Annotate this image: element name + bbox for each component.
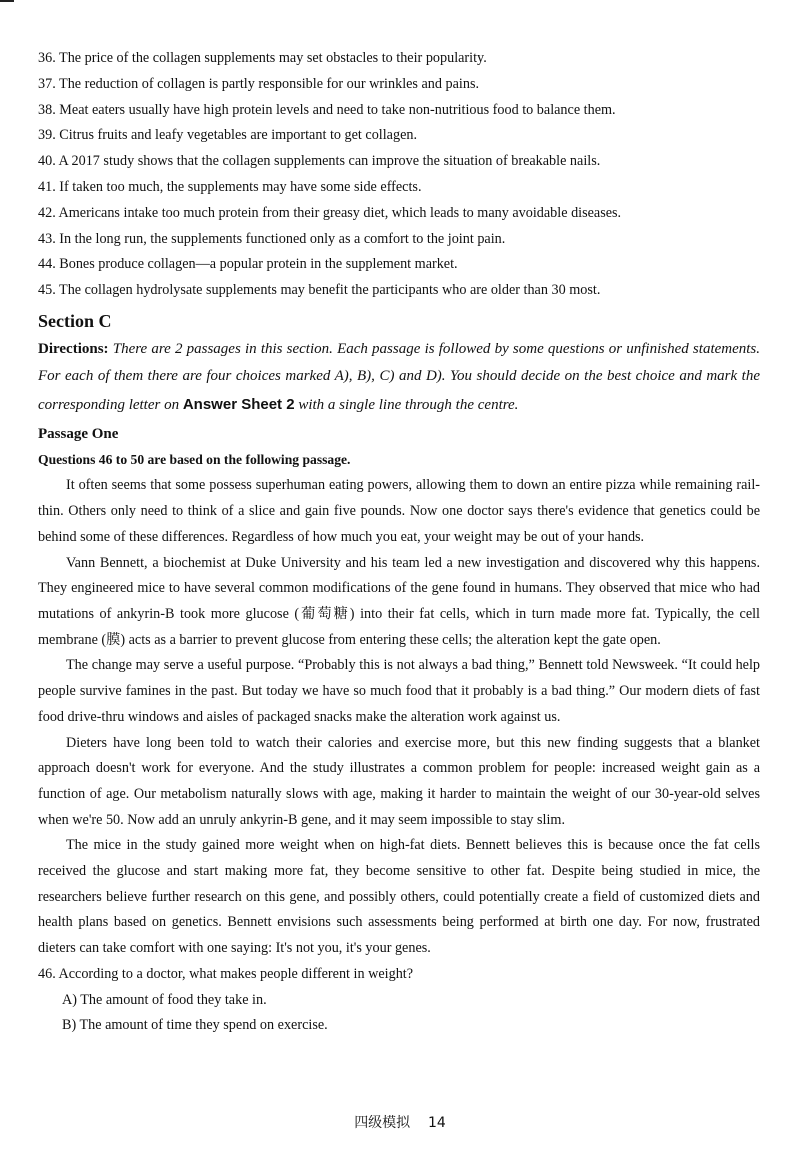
statement-44 bbox=[38, 252, 760, 278]
statement-43 bbox=[38, 227, 760, 253]
statement-text: Meat eaters usually have high protein levels and need to take non-nutritious food to balance them. bbox=[59, 101, 616, 118]
statement-text: Bones produce collagen—a popular protein in the supplement market. bbox=[59, 256, 458, 273]
answer-sheet-label: Answer Sheet 2 bbox=[182, 395, 295, 413]
statement-text: In the long run, the supplements functioned only as a comfort to the joint pain. bbox=[59, 230, 506, 247]
corner-mark bbox=[0, 0, 14, 2]
statement-45 bbox=[38, 278, 760, 304]
statement-text: Americans intake too much protein from their greasy diet, which leads to many avoidable diseases. bbox=[58, 204, 622, 221]
statement-42 bbox=[38, 201, 760, 227]
directions-text-end: with a single line through the centre. bbox=[294, 396, 519, 413]
statement-list bbox=[38, 46, 760, 304]
statement-number: 40. bbox=[38, 153, 56, 170]
page-footer: 四级模拟 14 bbox=[354, 1115, 446, 1131]
document-page bbox=[38, 46, 760, 1039]
passage-paragraph: The change may serve a useful purpose. “Probably this is not always a bad thing,” Bennett told Newsweek. “It could help people survive famines in the past. But today we have so much food that it probably is a bad thing.” Our modern diets of fast food drive-thru windows and aisles of packaged snacks make the alteration work against us. bbox=[38, 657, 760, 725]
statement-number: 44. bbox=[38, 256, 56, 273]
passage-paragraph: Dieters have long been told to watch their calories and exercise more, but this new finding suggests that a blanket approach doesn't work for everyone. And the study illustrates a common problem for people: increased weight gain as a function of age. Our metabolism naturally slows with age, making it harder to maintain the weight of our 30-year-old selves when we're 50. Now add an unruly ankyrin-B gene, and it may seem impossible to stay slim. bbox=[38, 734, 760, 828]
passage-one-title: Passage One bbox=[38, 426, 119, 443]
statement-number: 36. bbox=[38, 50, 56, 66]
directions-text: There are 2 passages in this section. Each passage is followed by some questions or unfinished statements. For each of them there are four choices marked A), B), C) and D). You should decide on the best choice and mark the corresponding letter on bbox=[38, 340, 761, 413]
statement-text: Citrus fruits and leafy vegetables are important to get collagen. bbox=[59, 127, 418, 144]
passage-paragraph: It often seems that some possess superhuman eating powers, allowing them to down an entire pizza while remaining rail-thin. Others only need to think of a slice and gain five pounds. Now one doctor says there's evidence that genetics could be behind some of these differences. Regardless of how much you eat, your weight may be out of your hands. bbox=[38, 477, 760, 545]
option-a: A) The amount of food they take in. bbox=[62, 991, 267, 1008]
question-46: 46. According to a doctor, what makes people different in weight? bbox=[38, 965, 414, 982]
statement-39 bbox=[38, 123, 760, 149]
statement-number: 43. bbox=[38, 230, 56, 247]
section-c-title: Section C bbox=[38, 310, 112, 331]
statement-number: 39. bbox=[38, 127, 56, 144]
passage-paragraph: Vann Bennett, a biochemist at Duke University and his team led a new investigation and discovered why this happens. They engineered mice to have several common modifications of the gene found in humans. They observed that mice who had mutations of ankyrin-B took more glucose (葡萄糖) into their fat cells, which in turn made more fat. Typically, the cell membrane (膜) acts as a barrier to prevent glucose from entering these cells; the alteration kept the gate open. bbox=[38, 554, 760, 648]
statement-number: 42. bbox=[38, 204, 56, 221]
statement-36 bbox=[38, 46, 760, 72]
passage-paragraph: The mice in the study gained more weight when on high-fat diets. Bennett believes this is because once the fat cells received the glucose and start making more fat, they become sensitive to other fat. Despite being studied in mice, the researchers believe further research on this gene, and possibly others, could potentially create a field of customized diets and health plans based on genetics. Bennett envisions such assessments being performed at birth one day. For now, frustrated dieters can take comfort with one saying: It's not you, it's your genes. bbox=[38, 837, 760, 957]
statement-text: The reduction of collagen is partly responsible for our wrinkles and pains. bbox=[59, 75, 480, 92]
statement-37 bbox=[38, 72, 760, 98]
statement-number: 41. bbox=[38, 178, 56, 195]
statement-number: 38. bbox=[38, 101, 56, 118]
option-b: B) The amount of time they spend on exercise. bbox=[62, 1017, 328, 1034]
statement-41 bbox=[38, 175, 760, 201]
statement-text: If taken too much, the supplements may have some side effects. bbox=[59, 178, 422, 195]
statement-number: 37. bbox=[38, 75, 56, 92]
passage-body bbox=[38, 473, 760, 961]
directions-label: Directions: bbox=[38, 340, 109, 357]
statement-38 bbox=[38, 98, 760, 124]
statement-text: The collagen hydrolysate supplements may benefit the participants who are older than 30 most. bbox=[59, 282, 601, 299]
directions bbox=[38, 336, 760, 420]
statement-40 bbox=[38, 149, 760, 175]
questions-intro: Questions 46 to 50 are based on the following passage. bbox=[38, 452, 351, 468]
statement-text: The price of the collagen supplements may set obstacles to their popularity. bbox=[59, 50, 487, 66]
statement-text: A 2017 study shows that the collagen supplements can improve the situation of breakable nails. bbox=[58, 153, 601, 170]
statement-number: 45. bbox=[38, 282, 56, 299]
